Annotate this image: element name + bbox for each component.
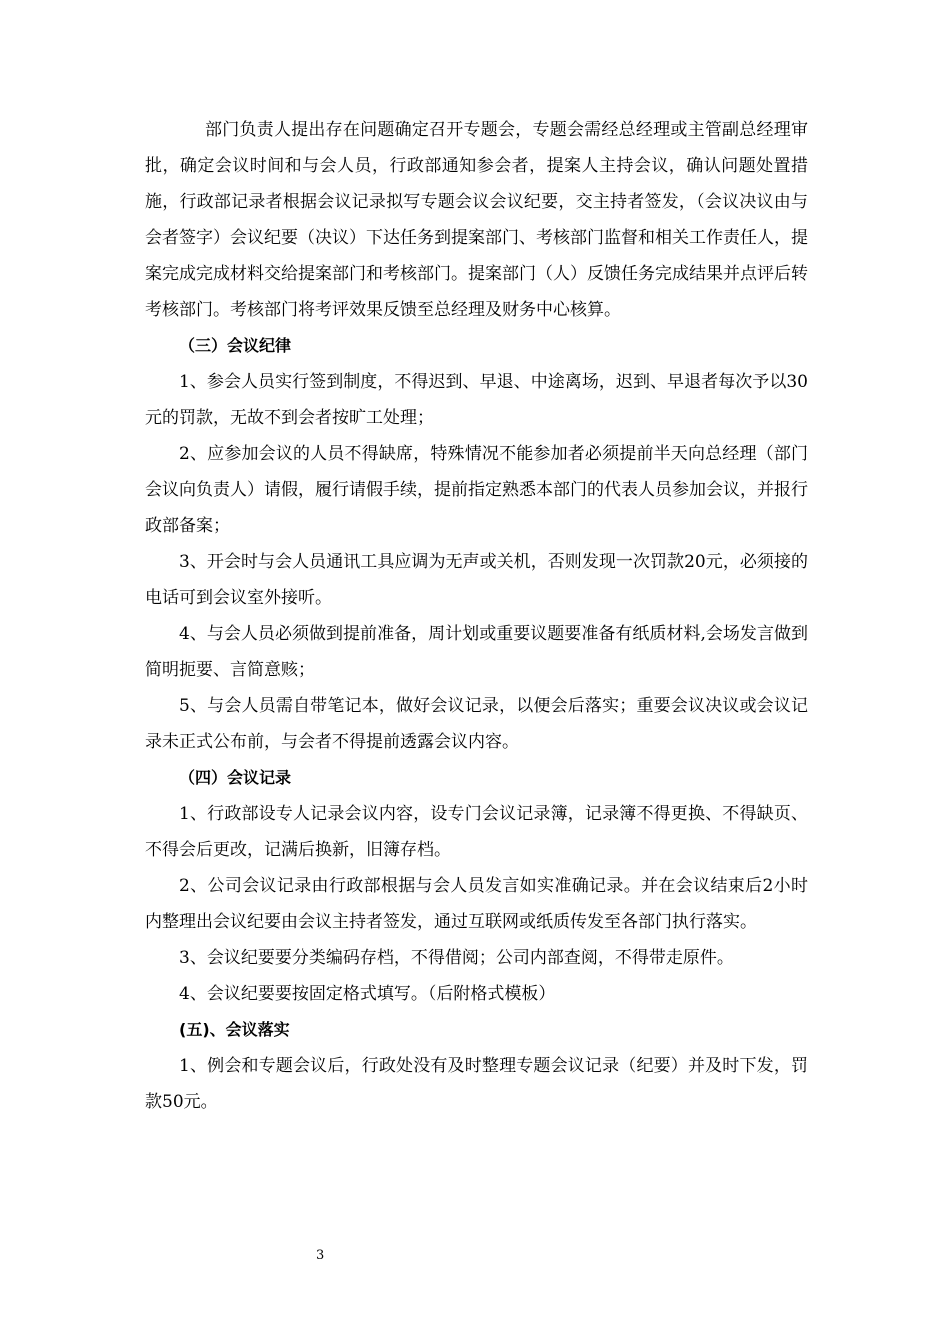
intro-paragraph: 部门负责人提出存在问题确定召开专题会，专题会需经总经理或主管副总经理审批，确定会议时间和与会人员，行政部通知参会者，提案人主持会议，确认问题处置措施，行政部记录者根据会议记录拟写专题会议会议纪要，交主持者签发，（会议决议由与会者签字）会议纪要（决议）下达任务到提案部门、考核部门监督和相关工作责任人，提案完成完成材料交给提案部门和考核部门。提案部门（人）反馈任务完成结果并点评后转考核部门。考核部门将考评效果反馈至总经理及财务中心核算。 (145, 120, 808, 320)
discipline-item-3: 3、开会时与会人员通讯工具应调为无声或关机，否则发现一次罚款20元，必须接的电话可到会议室外接听。 (145, 552, 808, 608)
document-body (145, 112, 808, 1120)
discipline-item-2: 2、应参加会议的人员不得缺席，特殊情况不能参加者必须提前半天向总经理（部门会议向负责人）请假，履行请假手续，提前指定熟悉本部门的代表人员参加会议，并报行政部备案； (145, 444, 808, 536)
page-number: 3 (316, 1248, 325, 1263)
discipline-item-5: 5、与会人员需自带笔记本，做好会议记录，以便会后落实；重要会议决议或会议记录未正式公布前，与会者不得提前透露会议内容。 (145, 696, 808, 752)
records-item-4: 4、会议纪要要按固定格式填写。（后附格式模板） (179, 984, 556, 1004)
records-item-2: 2、公司会议记录由行政部根据与会人员发言如实准确记录。并在会议结束后2小时内整理出会议纪要由会议主持者签发，通过互联网或纸质传发至各部门执行落实。 (145, 876, 808, 932)
discipline-item-4: 4、与会人员必须做到提前准备，周计划或重要议题要准备有纸质材料,会场发言做到简明扼要、言简意赅； (145, 624, 808, 680)
section-heading-implementation: (五)、会议落实 (179, 1020, 290, 1039)
section-heading-discipline: （三）会议纪律 (179, 336, 292, 355)
section-heading-records: （四）会议记录 (179, 768, 292, 787)
discipline-item-1: 1、参会人员实行签到制度，不得迟到、早退、中途离场，迟到、早退者每次予以30元的罚款，无故不到会者按旷工处理； (145, 372, 808, 428)
implementation-item-1: 1、例会和专题会议后，行政处没有及时整理专题会议记录（纪要）并及时下发，罚款50元。 (145, 1056, 808, 1112)
records-item-3: 3、会议纪要要分类编码存档，不得借阅；公司内部查阅，不得带走原件。 (179, 948, 734, 968)
records-item-1: 1、行政部设专人记录会议内容，设专门会议记录簿，记录簿不得更换、不得缺页、不得会后更改，记满后换新，旧簿存档。 (145, 804, 808, 860)
